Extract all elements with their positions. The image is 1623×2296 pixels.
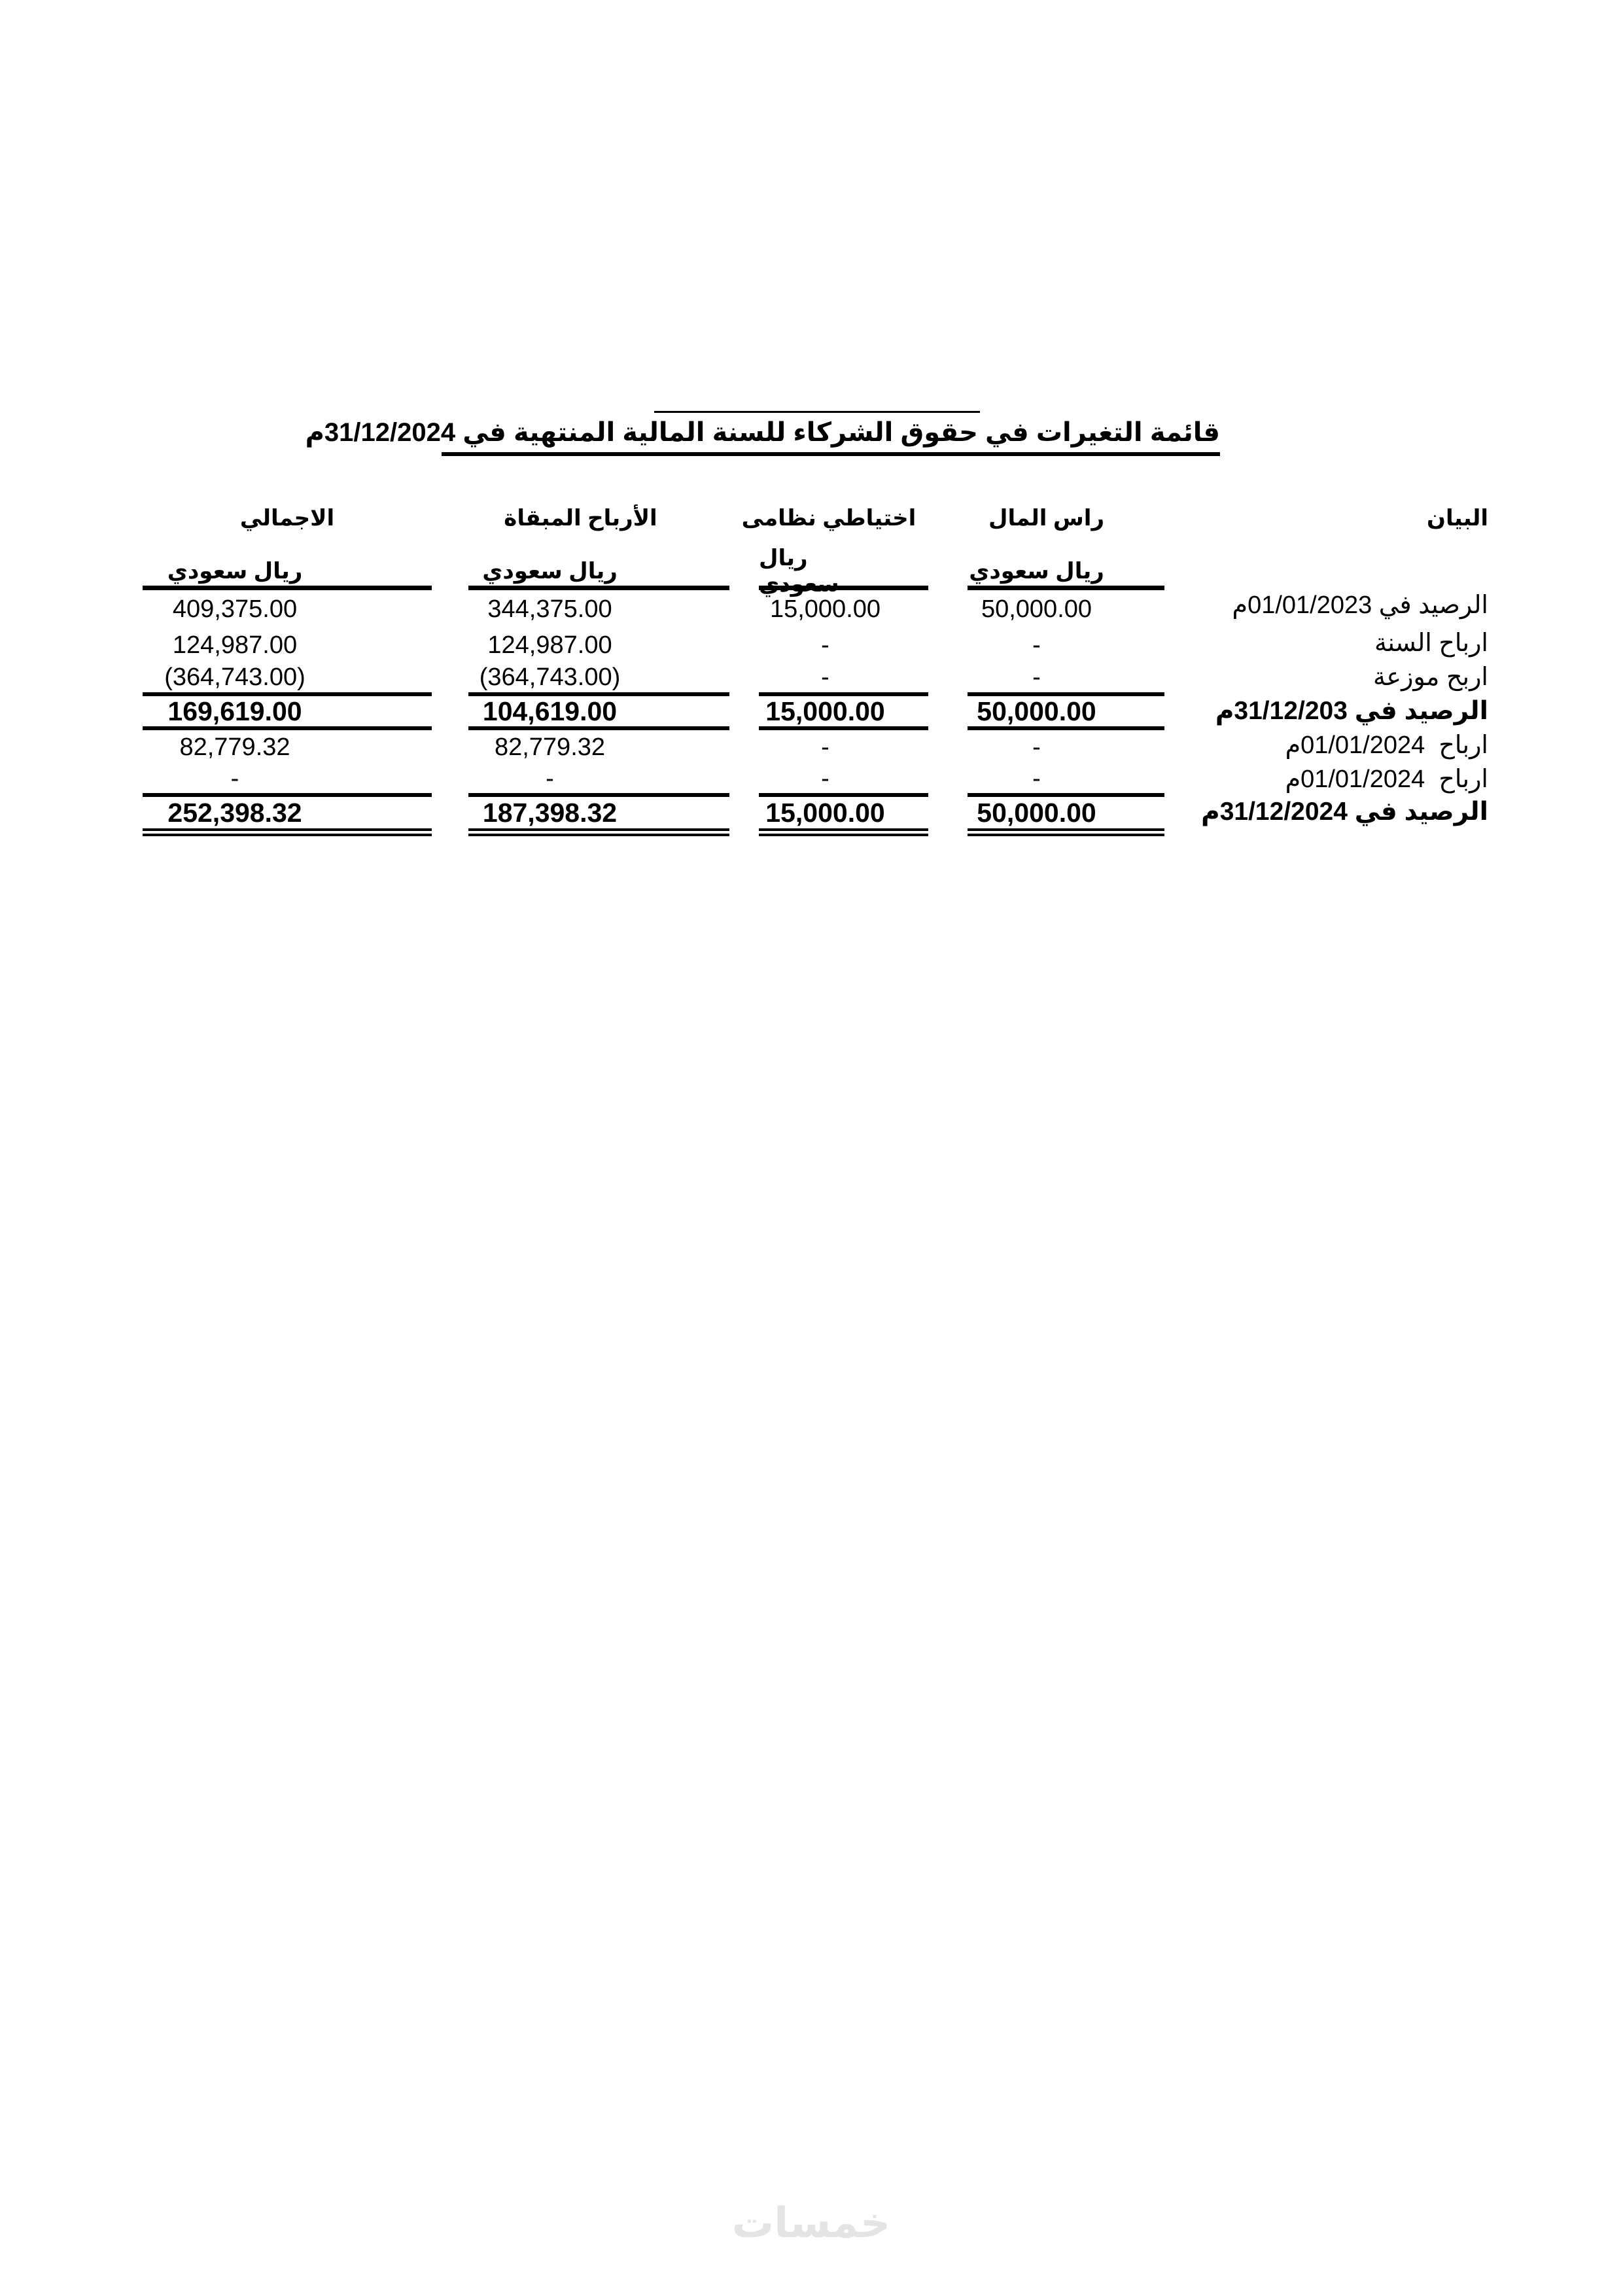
cell-reserve: -	[821, 631, 829, 659]
cell-retained: -	[468, 764, 729, 797]
cell-total: 409,375.00	[172, 595, 298, 623]
table-row	[143, 662, 1488, 696]
column-header-retained: الأرباح المبقاة	[504, 506, 657, 531]
cell-capital: 50,000.00	[968, 797, 1164, 836]
row-label: الرصيد في 31/12/203م	[1215, 697, 1488, 725]
cell-reserve: 15,000.00	[759, 696, 928, 730]
table-row	[143, 590, 1488, 628]
cell-total: 82,779.32	[179, 733, 290, 761]
equity-table	[143, 505, 1488, 836]
table-row	[143, 764, 1488, 797]
column-header-reserve: اختياطي نظامى	[741, 506, 916, 531]
cell-retained: 187,398.32	[468, 797, 729, 836]
cell-capital: 50,000.00	[968, 696, 1164, 730]
currency-label-reserve: ريال سعودي	[759, 556, 928, 590]
cell-retained: 124,987.00	[487, 631, 612, 659]
cell-capital: -	[968, 662, 1164, 696]
currency-label-total: ريال سعودي	[143, 556, 432, 590]
row-label: ارباح السنة	[1374, 629, 1488, 657]
currency-label-retained: ريال سعودي	[468, 556, 729, 590]
cell-capital: -	[1032, 631, 1041, 659]
header-rule	[654, 411, 980, 413]
cell-reserve: 15,000.00	[759, 797, 928, 836]
subtotal-row	[143, 696, 1488, 730]
row-label: الرصيد في 01/01/2023م	[1232, 592, 1488, 619]
cell-capital: -	[968, 764, 1164, 797]
currency-cell-empty	[1164, 556, 1488, 590]
cell-reserve: -	[759, 764, 928, 797]
khamsat-watermark: خمسات	[731, 2199, 891, 2246]
cell-total: 124,987.00	[172, 631, 298, 659]
cell-reserve: -	[759, 662, 928, 696]
cell-total: -	[143, 764, 432, 797]
total-row	[143, 797, 1488, 836]
cell-capital: -	[1032, 733, 1041, 761]
column-header-bayan: البيان	[1427, 506, 1488, 531]
row-label: ارباح 01/01/2024م	[1285, 766, 1488, 793]
currency-label-capital: ريال سعودي	[968, 556, 1164, 590]
row-label: ارباح 01/01/2024م	[1285, 732, 1488, 759]
statement-title: قائمة التغيرات في حقوق الشركاء للسنة المالية المنتهية في 31/12/2024م	[442, 416, 1220, 456]
currency-subheader-row	[143, 556, 1488, 590]
cell-retained: 344,375.00	[487, 595, 612, 623]
cell-total: 169,619.00	[143, 696, 432, 730]
table-row	[143, 730, 1488, 764]
row-label: اربح موزعة	[1373, 663, 1488, 691]
table-row	[143, 628, 1488, 662]
cell-retained: 82,779.32	[494, 733, 606, 761]
column-header-total: الاجمالي	[239, 506, 335, 531]
cell-retained: 104,619.00	[468, 696, 729, 730]
cell-total: 252,398.32	[143, 797, 432, 836]
cell-total: (364,743.00)	[143, 662, 432, 696]
row-label: الرصيد في 31/12/2024م	[1201, 798, 1488, 826]
column-header-capital: راس المال	[988, 506, 1105, 531]
cell-capital: 50,000.00	[981, 595, 1092, 623]
cell-reserve: 15,000.00	[769, 595, 881, 623]
cell-reserve: -	[821, 733, 829, 761]
cell-retained: (364,743.00)	[468, 662, 729, 696]
